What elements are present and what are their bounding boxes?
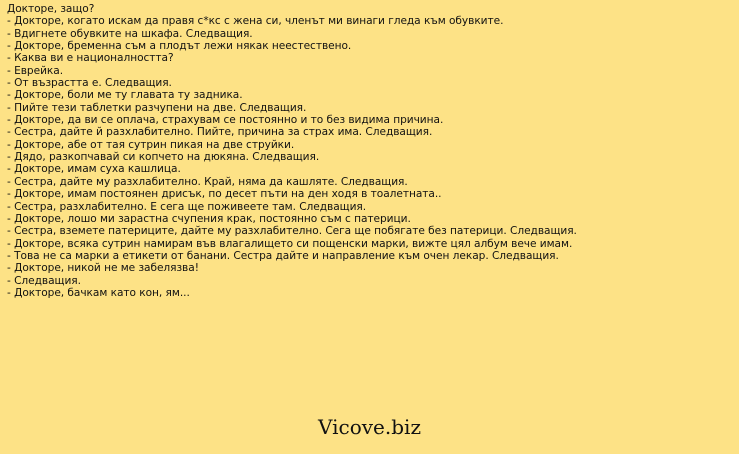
joke-line: - Дядо, разкопчавай си копчето на дюкяна. Следващия. xyxy=(7,151,320,164)
joke-line: - Еврейка. xyxy=(7,64,64,77)
joke-line: - Докторе, боли ме ту главата ту задника. xyxy=(7,89,243,102)
joke-line: - Сестра, вземете патериците, дайте му разхлабително. Сега ще побягате без патерици. Следващия. xyxy=(7,225,577,238)
joke-line: - Докторе, имам суха кашлица. xyxy=(7,163,181,176)
joke-line: - Докторе, бачкам като кон, ям... xyxy=(7,286,190,299)
joke-line: - Вдигнете обувките на шкафа. Следващия. xyxy=(7,27,253,40)
joke-line: - Сестра, разхлабително. Е сега ще поживеете там. Следващия. xyxy=(7,200,367,213)
joke-line: - Сестра, дайте й разхлабително. Пийте, причина за страх има. Следващия. xyxy=(7,126,433,139)
joke-line: - Докторе, когато искам да правя с*кс с жена си, членът ми винаги гледа към обувките. xyxy=(7,15,504,28)
joke-line: - Това не са марки а етикети от банани. Сестра дайте и направление към очен лекар. Следващия. xyxy=(7,249,559,262)
joke-line: - Докторе, лошо ми зарастна счупения крак, постоянно съм с патерици. xyxy=(7,212,411,225)
joke-line: Докторе, защо? xyxy=(7,3,95,15)
joke-text xyxy=(7,3,729,299)
joke-line: - Докторе, да ви се оплача, страхувам се постоянно и то без видима причина. xyxy=(7,114,444,127)
joke-line: - Докторе, бременна съм а плодът лежи някак неестествено. xyxy=(7,40,352,53)
joke-line: - Докторе, абе от тая сутрин пикая на две струйки. xyxy=(7,138,295,151)
joke-line: - Следващия. xyxy=(7,274,81,287)
joke-line: - Докторе, всяка сутрин намирам във влагалището си пощенски марки, вижте цял албум вече имам. xyxy=(7,237,573,250)
joke-line: - Докторе, никой не ме забелязва! xyxy=(7,262,199,275)
site-watermark: Vicove.biz xyxy=(318,415,421,439)
joke-line: - Пийте тези таблетки разчупени на две. Следващия. xyxy=(7,101,307,114)
joke-line: - Докторе, имам постоянен дрисък, по десет пъти на ден ходя в тоалетната.. xyxy=(7,188,442,201)
joke-line: - Сестра, дайте му разхлабително. Край, няма да кашляте. Следващия. xyxy=(7,175,408,188)
joke-line: - От възрастта е. Следващия. xyxy=(7,77,172,90)
joke-line: - Каква ви е националността? xyxy=(7,52,174,65)
